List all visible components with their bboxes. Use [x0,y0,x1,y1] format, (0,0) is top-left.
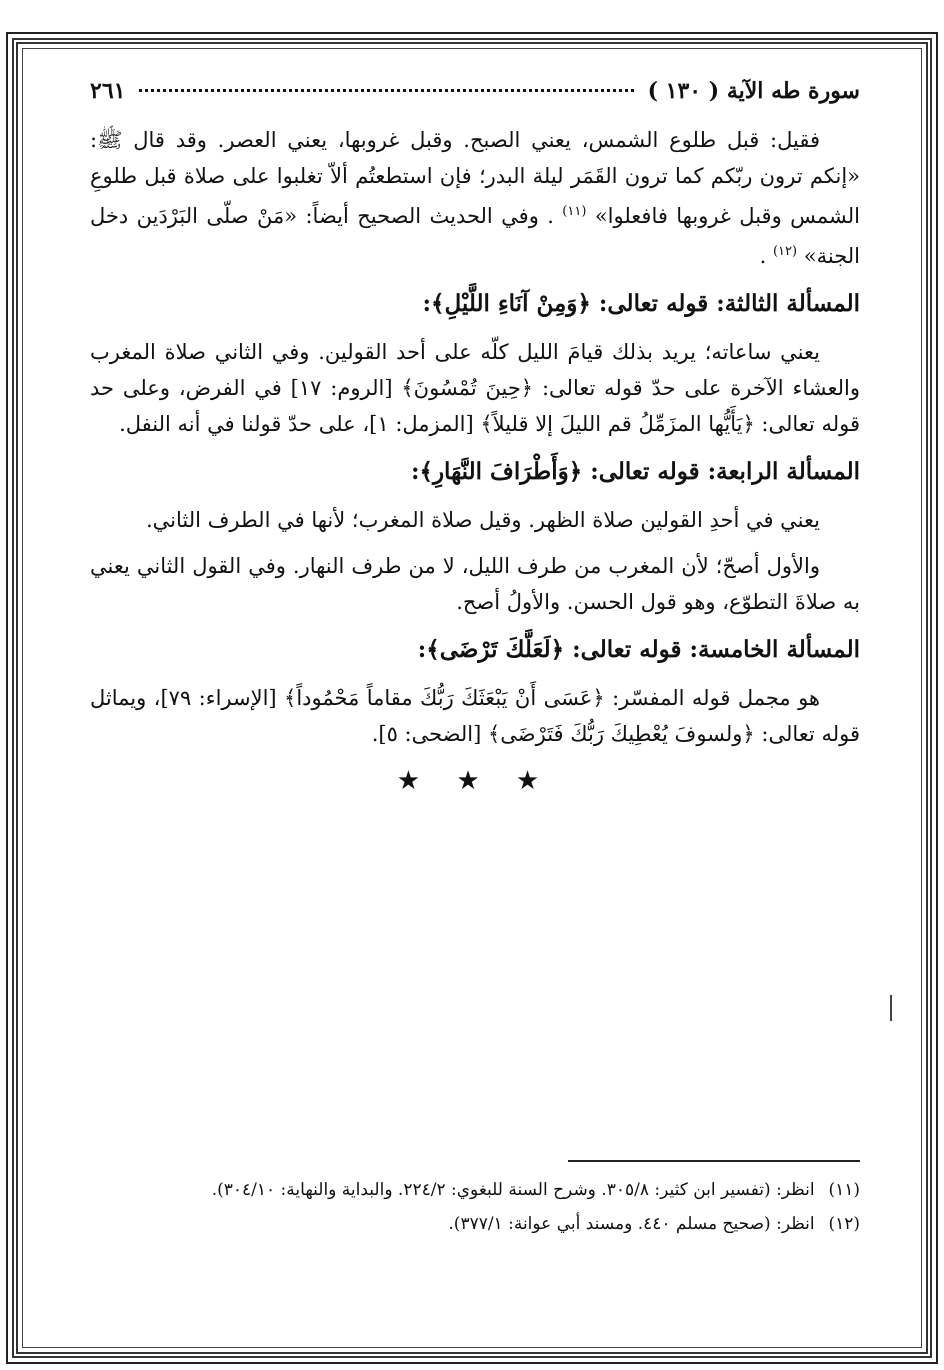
paragraph-3: يعني ساعاته؛ يريد بذلك قيامَ الليل كلّه على أحد القولين. وفي الثاني صلاة المغرب والعشاء الآخرة على حدّ قوله تعالى: ﴿حِينَ تُمْسُونَ﴾ [الروم: ١٧] في الفرض، وعلى حد قوله تعالى: ﴿يَأَيُّها المزَمِّلُ قم الليلَ إلا قليلاً﴾ [المزمل: ١]، على حدّ قولنا في أنه النفل. [90,340,860,436]
footnote-text: انظر: (صحيح مسلم ٤٤٠. ومسند أبي عوانة: ٣٧٧/١). [448,1214,815,1234]
running-header [90,78,860,122]
footnote-ref-12[interactable]: (١٢) [772,244,798,259]
paragraph-1-text-b: . وفي الحديث الصحيح أيضاً: «مَنْ صلّى البَرْدَين دخل الجنة» [90,204,860,268]
footnote-ref-11[interactable]: (١١) [562,204,587,219]
paragraph-1 [90,122,860,274]
footnotes [88,1160,860,1244]
paragraph-5: هو مجمل قوله المفسّر: ﴿عَسَى أَنْ يَبْعَثَكَ رَبُّكَ مقاماً مَحْمُوداً﴾ [الإسراء: ٧٩]، ويماثل قوله تعالى: ﴿ولسوفَ يُعْطِيكَ رَبُّكَ فَتَرْضَى﴾ [الضحى: ٥]. [90,686,860,746]
section-heading-4: المسألة الرابعة: قوله تعالى: ﴿وَأَطْرَافَ النَّهَارِ﴾: [410,458,860,485]
footnote-12 [88,1210,860,1238]
paragraph-4b: والأول أصحّ؛ لأن المغرب من طرف الليل، لا من طرف النهار. وفي القول الثاني يعني به صلاةَ التطوّع، وهو قول الحسن. والأولُ أصح. [90,554,860,614]
page-content [90,78,860,810]
footnote-11 [88,1176,860,1204]
paragraph-1-text: فقيل: قبل طلوع الشمس، يعني الصبح. وقبل غروبها، يعني العصر. وقد قال ﷺ: «إنكم ترون ربّكم كما ترون القَمَر ليلة البدر؛ فإن استطعتُم ألاّ تغلبوا على صلاة قبل طلوعِ الشمس وقبل غروبها فافعلوا» [90,128,860,228]
section-heading-5: المسألة الخامسة: قوله تعالى: ﴿لَعَلَّكَ تَرْضَى﴾: [417,636,860,663]
header-title: سورة طه الآية ( ١٣٠ ) [647,78,860,104]
margin-mark [890,995,892,1021]
section-heading-3: المسألة الثالثة: قوله تعالى: ﴿وَمِنْ آنَاءِ اللَّيْلِ﴾: [422,290,860,317]
header-dot-leader [139,89,633,92]
footnote-number: (١١) [828,1180,860,1200]
footnote-number: (١٢) [828,1214,860,1234]
footnote-text: انظر: (تفسير ابن كثير: ٣٠٥/٨. وشرح السنة للبغوي: ٢٢٤/٢. والبداية والنهاية: ٣٠٤/١٠). [211,1180,815,1200]
section-separator-stars: ★ ★ ★ [396,766,554,796]
paragraph-4a: يعني في أحدِ القولين صلاة الظهر. وقيل صلاة المغرب؛ لأنها في الطرف الثاني. [145,508,820,532]
footnote-rule [568,1160,860,1162]
paragraph-1-end: . [759,244,767,268]
page-number: ٢٦١ [90,78,126,104]
